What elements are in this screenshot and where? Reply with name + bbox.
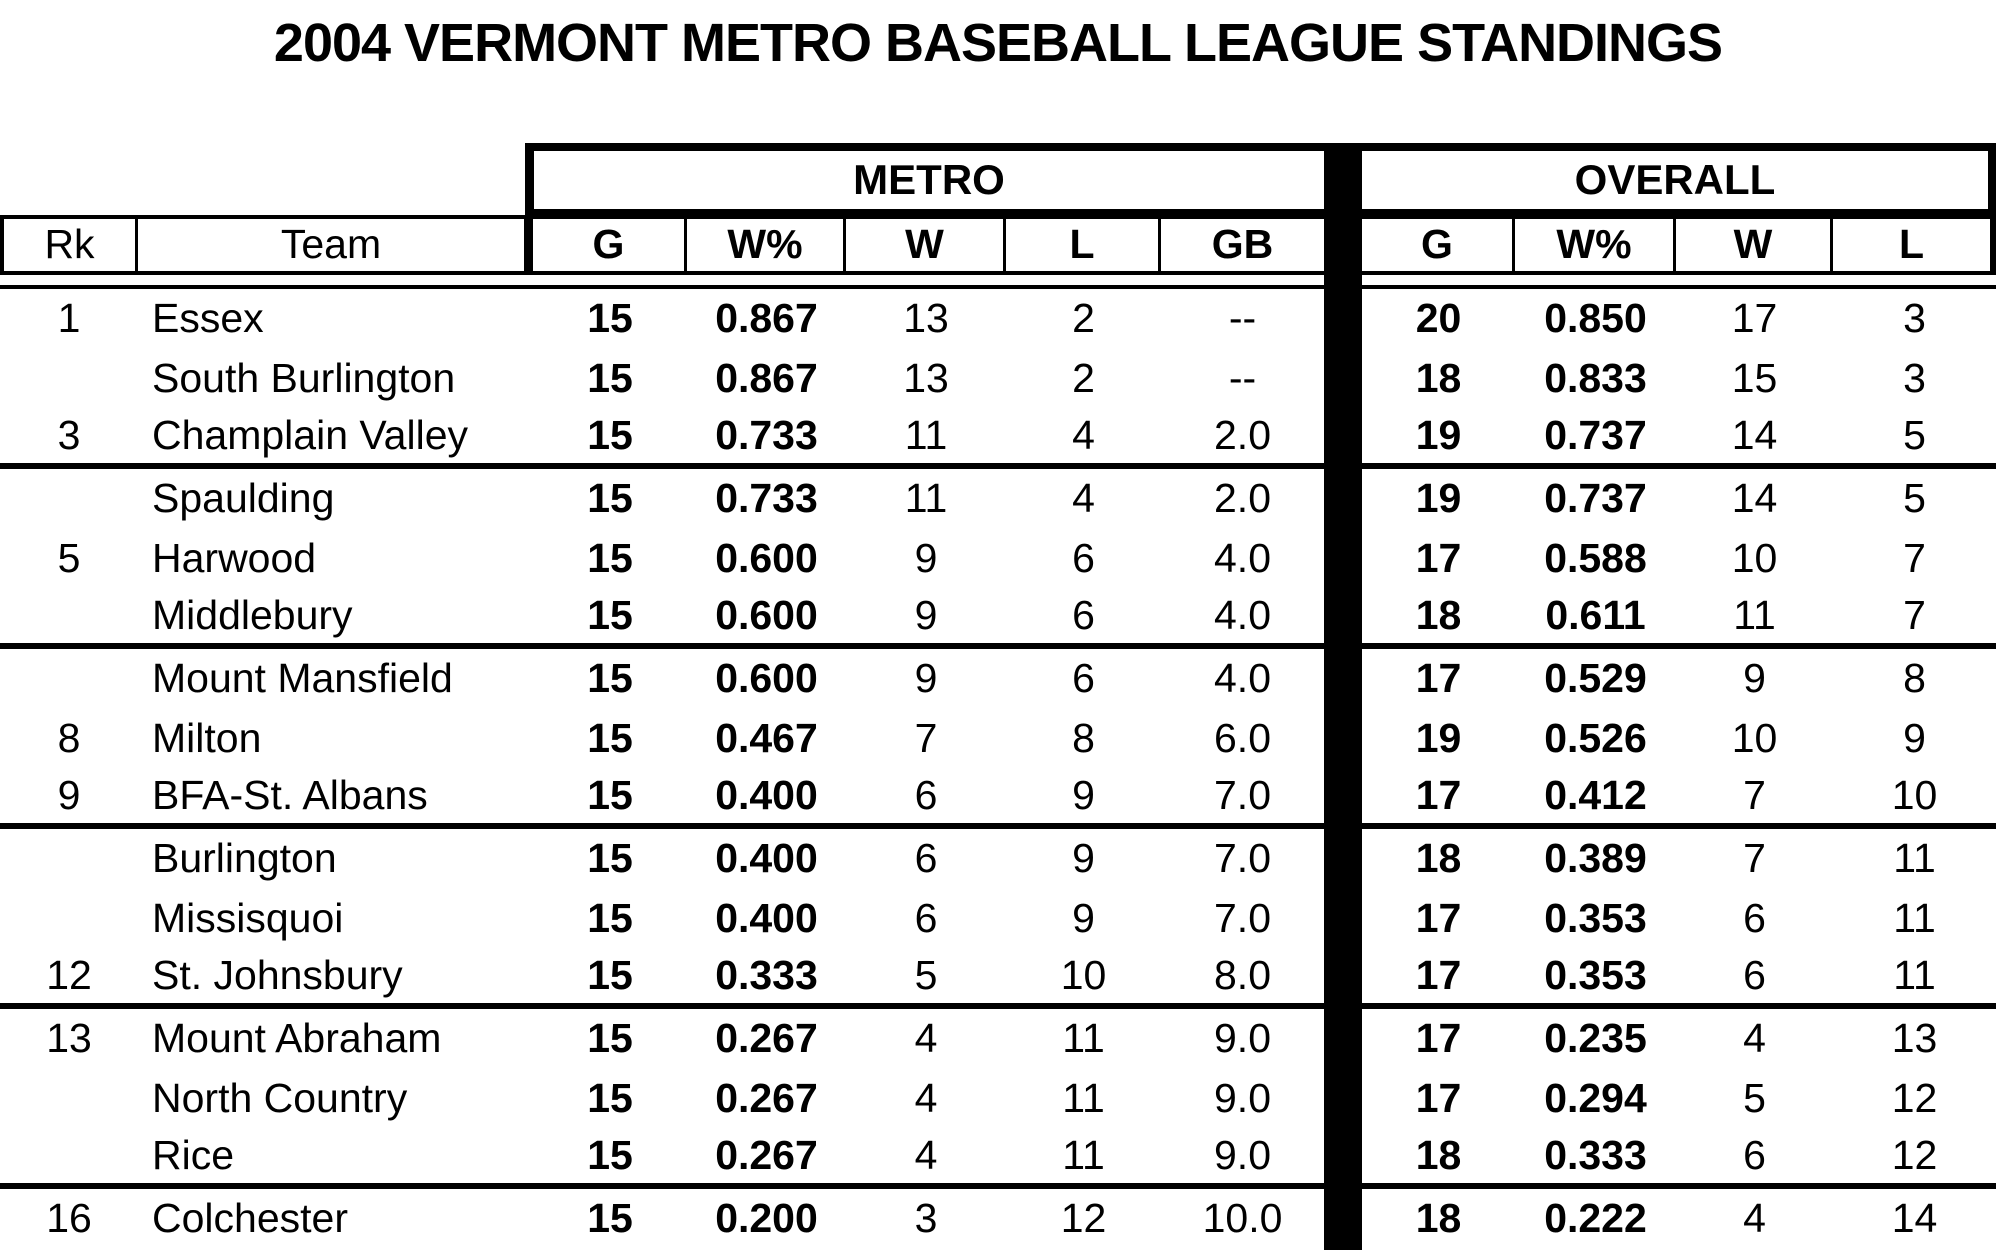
cell-overall-l: 3 [1903, 295, 1926, 341]
cell-rank [0, 469, 138, 529]
cell-team: Mount Mansfield [152, 655, 453, 701]
cell-team: Mount Abraham [152, 1015, 442, 1061]
cell-overall-wpct: 0.353 [1544, 895, 1647, 941]
cell-metro-wpct: 0.600 [715, 592, 818, 638]
cell-metro-g: 15 [587, 655, 633, 701]
cell-overall-wpct: 0.222 [1544, 1195, 1647, 1241]
cell-overall-wpct: 0.412 [1544, 772, 1647, 818]
cell-metro-g: 15 [587, 952, 633, 998]
cell-metro-wpct: 0.267 [715, 1132, 818, 1178]
cell-metro-l: 4 [1072, 475, 1095, 521]
cell-overall-wpct: 0.529 [1544, 655, 1647, 701]
cell-overall-g: 18 [1415, 1195, 1462, 1241]
cell-overall-l: 5 [1903, 412, 1926, 458]
cell-rank [0, 589, 138, 643]
cell-overall-g: 17 [1415, 952, 1462, 998]
cell-overall-w: 4 [1743, 1195, 1766, 1241]
cell-metro-g: 15 [587, 1015, 633, 1061]
cell-overall-g: 19 [1415, 715, 1462, 761]
cell-overall-w: 7 [1743, 835, 1766, 881]
cell-team: Harwood [152, 535, 317, 581]
cell-rank [0, 1069, 138, 1129]
cell-rank: 12 [46, 952, 92, 998]
cell-metro-w: 4 [914, 1015, 938, 1061]
table-row [0, 289, 1996, 349]
cell-overall-g: 18 [1415, 835, 1462, 881]
cell-metro-gb: 4.0 [1214, 535, 1271, 581]
cell-metro-wpct: 0.400 [715, 895, 818, 941]
cell-metro-g: 15 [587, 355, 633, 401]
cell-metro-w: 9 [914, 655, 938, 701]
table-row [0, 589, 1996, 649]
table-row [0, 529, 1996, 589]
cell-metro-g: 15 [587, 1195, 633, 1241]
col-header-rank: Rk [0, 219, 138, 271]
cell-overall-wpct: 0.833 [1544, 355, 1647, 401]
cell-metro-g: 15 [587, 772, 633, 818]
cell-overall-l: 11 [1893, 952, 1936, 998]
cell-overall-w: 10 [1731, 715, 1778, 761]
cell-team: Milton [152, 715, 262, 761]
cell-metro-wpct: 0.333 [715, 952, 818, 998]
cell-overall-l: 7 [1903, 535, 1926, 581]
cell-rank: 8 [57, 715, 81, 761]
cell-overall-g: 20 [1415, 295, 1462, 341]
cell-team: BFA-St. Albans [152, 772, 428, 818]
cell-team: Middlebury [152, 592, 353, 638]
cell-metro-gb: 10.0 [1202, 1195, 1283, 1241]
cell-metro-l: 6 [1072, 535, 1095, 581]
cell-team: Rice [152, 1132, 235, 1178]
col-header-overall-wpct: W% [1515, 219, 1676, 271]
cell-overall-w: 10 [1731, 535, 1778, 581]
standings-table [0, 143, 1996, 1249]
cell-metro-w: 11 [904, 475, 948, 521]
cell-metro-gb: 6.0 [1214, 715, 1271, 761]
cell-metro-wpct: 0.867 [715, 295, 818, 341]
column-header-row [0, 215, 1996, 275]
cell-overall-wpct: 0.611 [1545, 592, 1646, 638]
cell-overall-l: 11 [1893, 895, 1936, 941]
cell-overall-l: 5 [1903, 475, 1926, 521]
section-divider-bar [1324, 143, 1362, 1250]
cell-team: Essex [152, 295, 264, 341]
table-row [0, 1189, 1996, 1249]
cell-overall-g: 18 [1415, 592, 1462, 638]
cell-metro-gb: 2.0 [1214, 412, 1271, 458]
cell-rank: 16 [46, 1195, 92, 1241]
cell-overall-w: 14 [1731, 475, 1778, 521]
cell-overall-wpct: 0.588 [1544, 535, 1647, 581]
cell-metro-l: 2 [1072, 355, 1095, 401]
cell-metro-w: 6 [914, 895, 938, 941]
cell-overall-w: 7 [1743, 772, 1766, 818]
cell-metro-l: 8 [1072, 715, 1095, 761]
cell-overall-g: 18 [1415, 355, 1462, 401]
cell-rank [0, 889, 138, 949]
table-row [0, 349, 1996, 409]
cell-overall-wpct: 0.294 [1544, 1075, 1647, 1121]
cell-rank [0, 1129, 138, 1183]
col-header-metro-gb: GB [1211, 221, 1274, 267]
group-header-spacer [0, 143, 525, 215]
cell-metro-wpct: 0.867 [715, 355, 818, 401]
cell-rank [0, 649, 138, 709]
cell-metro-w: 3 [914, 1195, 938, 1241]
cell-metro-l: 4 [1072, 412, 1095, 458]
metro-group-header: METRO [525, 143, 1324, 215]
cell-overall-wpct: 0.850 [1544, 295, 1647, 341]
cell-metro-l: 12 [1060, 1195, 1107, 1241]
cell-overall-w: 4 [1743, 1015, 1766, 1061]
col-header-overall-w: W [1676, 219, 1833, 271]
cell-overall-g: 17 [1415, 1015, 1462, 1061]
cell-overall-g: 19 [1415, 412, 1462, 458]
cell-metro-w: 5 [914, 952, 938, 998]
cell-metro-gb: 7.0 [1214, 772, 1271, 818]
cell-overall-l: 8 [1903, 655, 1926, 701]
cell-overall-wpct: 0.333 [1544, 1132, 1647, 1178]
cell-overall-wpct: 0.526 [1544, 715, 1647, 761]
cell-overall-wpct: 0.737 [1544, 412, 1647, 458]
table-row [0, 469, 1996, 529]
cell-metro-gb: 9.0 [1214, 1075, 1271, 1121]
col-header-overall-g: G [1362, 219, 1515, 271]
table-row [0, 889, 1996, 949]
cell-metro-wpct: 0.400 [715, 772, 818, 818]
overall-group-header: OVERALL [1362, 143, 1996, 215]
cell-rank: 5 [57, 535, 81, 581]
cell-metro-g: 15 [587, 535, 633, 581]
cell-metro-gb: 8.0 [1214, 952, 1271, 998]
table-row [0, 949, 1996, 1009]
cell-metro-wpct: 0.267 [715, 1015, 818, 1061]
cell-metro-g: 15 [587, 835, 633, 881]
cell-team: St. Johnsbury [152, 952, 403, 998]
cell-rank: 9 [57, 772, 81, 818]
cell-metro-w: 13 [903, 295, 949, 341]
cell-metro-w: 4 [914, 1132, 938, 1178]
cell-metro-l: 2 [1072, 295, 1095, 341]
col-header-metro-l: L [1006, 219, 1161, 271]
cell-metro-w: 6 [914, 835, 938, 881]
col-header-team: Team [138, 219, 533, 271]
cell-overall-wpct: 0.389 [1544, 835, 1647, 881]
cell-overall-g: 18 [1415, 1132, 1462, 1178]
cell-metro-l: 10 [1060, 952, 1107, 998]
cell-team: Burlington [152, 835, 337, 881]
cell-metro-w: 4 [914, 1075, 938, 1121]
cell-metro-w: 9 [914, 592, 938, 638]
cell-overall-l: 12 [1891, 1132, 1938, 1178]
cell-metro-g: 15 [587, 1075, 633, 1121]
cell-rank: 3 [57, 412, 81, 458]
page-title: 2004 VERMONT METRO BASEBALL LEAGUE STANDINGS [273, 13, 1723, 73]
cell-metro-gb: 7.0 [1214, 835, 1271, 881]
cell-overall-g: 17 [1415, 655, 1462, 701]
cell-overall-g: 17 [1415, 772, 1462, 818]
cell-metro-wpct: 0.600 [715, 655, 818, 701]
cell-metro-g: 15 [587, 295, 633, 341]
cell-metro-l: 6 [1072, 655, 1095, 701]
cell-metro-w: 7 [914, 715, 938, 761]
table-row [0, 1009, 1996, 1069]
cell-metro-gb: 7.0 [1214, 895, 1271, 941]
cell-overall-wpct: 0.235 [1544, 1015, 1647, 1061]
cell-overall-w: 6 [1743, 952, 1766, 998]
cell-overall-w: 15 [1731, 355, 1778, 401]
cell-metro-gb: -- [1228, 355, 1257, 401]
cell-overall-g: 17 [1415, 895, 1462, 941]
cell-metro-l: 9 [1072, 895, 1095, 941]
cell-team: Spaulding [152, 475, 335, 521]
cell-metro-gb: -- [1228, 295, 1257, 341]
cell-metro-l: 11 [1062, 1132, 1105, 1178]
cell-metro-gb: 4.0 [1214, 655, 1271, 701]
cell-overall-w: 17 [1731, 295, 1778, 341]
cell-metro-wpct: 0.600 [715, 535, 818, 581]
cell-overall-l: 10 [1891, 772, 1938, 818]
cell-overall-l: 14 [1891, 1195, 1938, 1241]
cell-overall-w: 9 [1743, 655, 1766, 701]
cell-metro-g: 15 [587, 592, 633, 638]
cell-metro-w: 6 [914, 772, 938, 818]
table-row [0, 1129, 1996, 1189]
cell-metro-l: 11 [1062, 1075, 1105, 1121]
cell-metro-w: 11 [904, 412, 948, 458]
cell-overall-w: 6 [1743, 1132, 1766, 1178]
cell-overall-l: 13 [1891, 1015, 1938, 1061]
cell-metro-wpct: 0.200 [715, 1195, 818, 1241]
cell-metro-g: 15 [587, 412, 633, 458]
cell-team: Missisquoi [152, 895, 344, 941]
col-header-metro-g: G [533, 219, 687, 271]
cell-metro-gb: 2.0 [1214, 475, 1271, 521]
cell-team: Colchester [152, 1195, 348, 1241]
cell-metro-l: 6 [1072, 592, 1095, 638]
cell-overall-wpct: 0.353 [1544, 952, 1647, 998]
cell-metro-l: 11 [1062, 1015, 1105, 1061]
header-double-rule [0, 275, 1996, 289]
cell-overall-g: 17 [1415, 535, 1462, 581]
cell-rank [0, 349, 138, 409]
cell-rank: 1 [57, 295, 81, 341]
cell-overall-g: 17 [1415, 1075, 1462, 1121]
table-row [0, 409, 1996, 469]
cell-overall-w: 6 [1743, 895, 1766, 941]
cell-overall-l: 12 [1891, 1075, 1938, 1121]
cell-metro-gb: 9.0 [1214, 1132, 1271, 1178]
table-row [0, 1069, 1996, 1129]
cell-metro-w: 9 [914, 535, 938, 581]
cell-metro-g: 15 [587, 715, 633, 761]
table-body [0, 289, 1996, 1249]
cell-rank: 13 [46, 1015, 92, 1061]
cell-overall-l: 7 [1903, 592, 1926, 638]
cell-metro-wpct: 0.267 [715, 1075, 818, 1121]
table-row [0, 829, 1996, 889]
cell-metro-g: 15 [587, 895, 633, 941]
table-row [0, 709, 1996, 769]
cell-overall-l: 9 [1903, 715, 1926, 761]
cell-rank [0, 829, 138, 889]
cell-metro-wpct: 0.733 [715, 412, 818, 458]
cell-overall-w: 11 [1733, 592, 1776, 638]
cell-overall-w: 14 [1731, 412, 1778, 458]
cell-metro-wpct: 0.467 [715, 715, 818, 761]
group-header-row [0, 143, 1996, 215]
cell-overall-l: 3 [1903, 355, 1926, 401]
col-header-metro-w: W [846, 219, 1006, 271]
cell-overall-wpct: 0.737 [1544, 475, 1647, 521]
table-row [0, 769, 1996, 829]
cell-metro-gb: 9.0 [1214, 1015, 1271, 1061]
cell-metro-wpct: 0.733 [715, 475, 818, 521]
col-header-metro-wpct: W% [687, 219, 846, 271]
cell-team: South Burlington [152, 355, 456, 401]
cell-metro-w: 13 [903, 355, 949, 401]
cell-team: North Country [152, 1075, 408, 1121]
cell-metro-g: 15 [587, 475, 633, 521]
cell-team: Champlain Valley [152, 412, 469, 458]
cell-overall-w: 5 [1743, 1075, 1766, 1121]
col-header-overall-l: L [1833, 219, 1996, 271]
cell-metro-l: 9 [1072, 835, 1095, 881]
cell-metro-wpct: 0.400 [715, 835, 818, 881]
cell-overall-l: 11 [1893, 835, 1936, 881]
cell-metro-gb: 4.0 [1214, 592, 1271, 638]
cell-overall-g: 19 [1415, 475, 1462, 521]
table-row [0, 649, 1996, 709]
cell-metro-g: 15 [587, 1132, 633, 1178]
cell-metro-l: 9 [1072, 772, 1095, 818]
